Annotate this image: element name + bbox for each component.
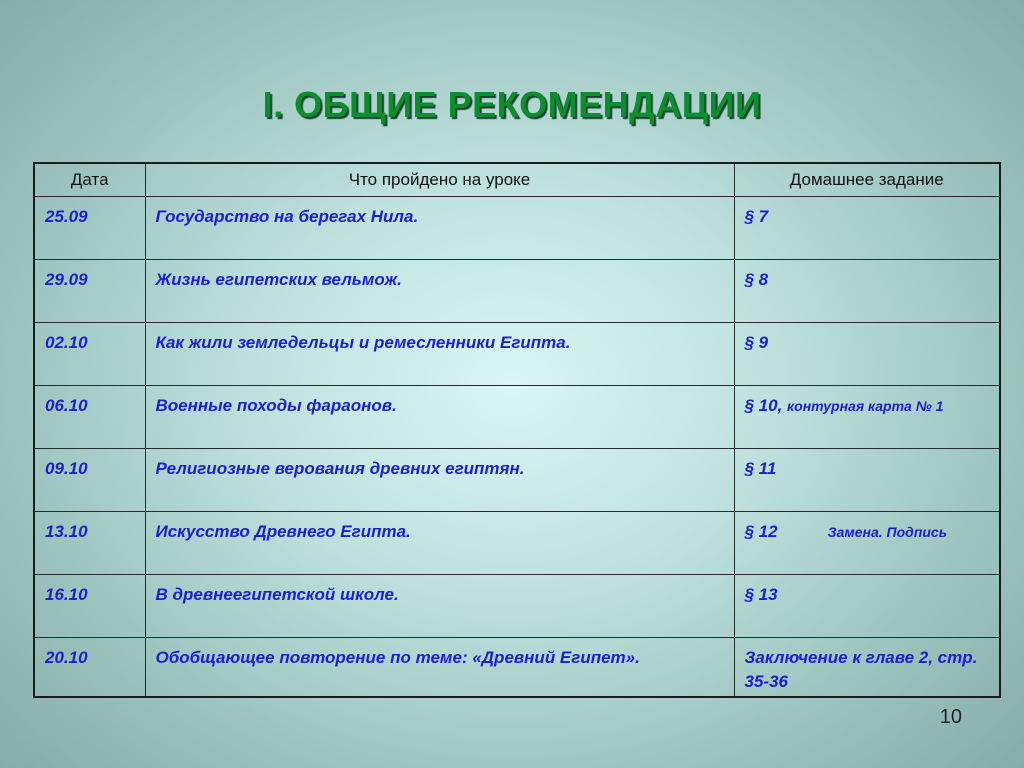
- date-cell: 16.10: [34, 575, 145, 638]
- date-cell: 20.10: [34, 638, 145, 698]
- table-row: [34, 512, 1000, 575]
- date-cell: 25.09: [34, 197, 145, 260]
- column-header-topic: Что пройдено на уроке: [145, 163, 734, 197]
- homework-paragraph: § 7: [744, 207, 769, 226]
- topic-cell: Обобщающее повторение по теме: «Древний Египет».: [145, 638, 734, 698]
- topic-cell: Жизнь египетских вельмож.: [145, 260, 734, 323]
- topic-cell: Религиозные верования древних египтян.: [145, 449, 734, 512]
- table-row: [34, 575, 1000, 638]
- homework-cell: [734, 386, 1000, 449]
- homework-cell: [734, 512, 1000, 575]
- table-row: [34, 386, 1000, 449]
- topic-cell: Государство на берегах Нила.: [145, 197, 734, 260]
- topic-cell: Как жили земледельцы и ремесленники Египта.: [145, 323, 734, 386]
- date-cell: 06.10: [34, 386, 145, 449]
- table-row: [34, 197, 1000, 260]
- homework-paragraph: § 10,: [744, 396, 783, 415]
- date-cell: 29.09: [34, 260, 145, 323]
- homework-cell: [734, 638, 1000, 698]
- homework-note: контурная карта № 1: [787, 398, 944, 414]
- homework-paragraph: § 9: [744, 333, 769, 352]
- date-cell: 02.10: [34, 323, 145, 386]
- homework-paragraph: Заключение к главе 2, стр. 35-36: [744, 648, 978, 691]
- table-row: [34, 323, 1000, 386]
- topic-cell: В древнеегипетской школе.: [145, 575, 734, 638]
- table-row: [34, 260, 1000, 323]
- homework-note: Замена. Подпись: [827, 524, 948, 540]
- page-title: I. ОБЩИЕ РЕКОМЕНДАЦИИ: [262, 84, 762, 125]
- homework-cell: [734, 323, 1000, 386]
- homework-paragraph: § 13: [744, 585, 778, 604]
- table-row: [34, 638, 1000, 698]
- homework-cell: [734, 197, 1000, 260]
- homework-paragraph: § 11: [744, 459, 777, 478]
- date-cell: 09.10: [34, 449, 145, 512]
- table-row: [34, 449, 1000, 512]
- table-header-row: [34, 163, 1000, 197]
- homework-cell: [734, 575, 1000, 638]
- homework-paragraph: § 12: [744, 522, 778, 541]
- homework-table: [33, 162, 1001, 698]
- homework-cell: [734, 449, 1000, 512]
- homework-cell: [734, 260, 1000, 323]
- page-number: 10: [939, 706, 962, 728]
- homework-paragraph: § 8: [744, 270, 769, 289]
- date-cell: 13.10: [34, 512, 145, 575]
- topic-cell: Искусство Древнего Египта.: [145, 512, 734, 575]
- column-header-homework: Домашнее задание: [734, 163, 1000, 197]
- column-header-date: Дата: [34, 163, 145, 197]
- topic-cell: Военные походы фараонов.: [145, 386, 734, 449]
